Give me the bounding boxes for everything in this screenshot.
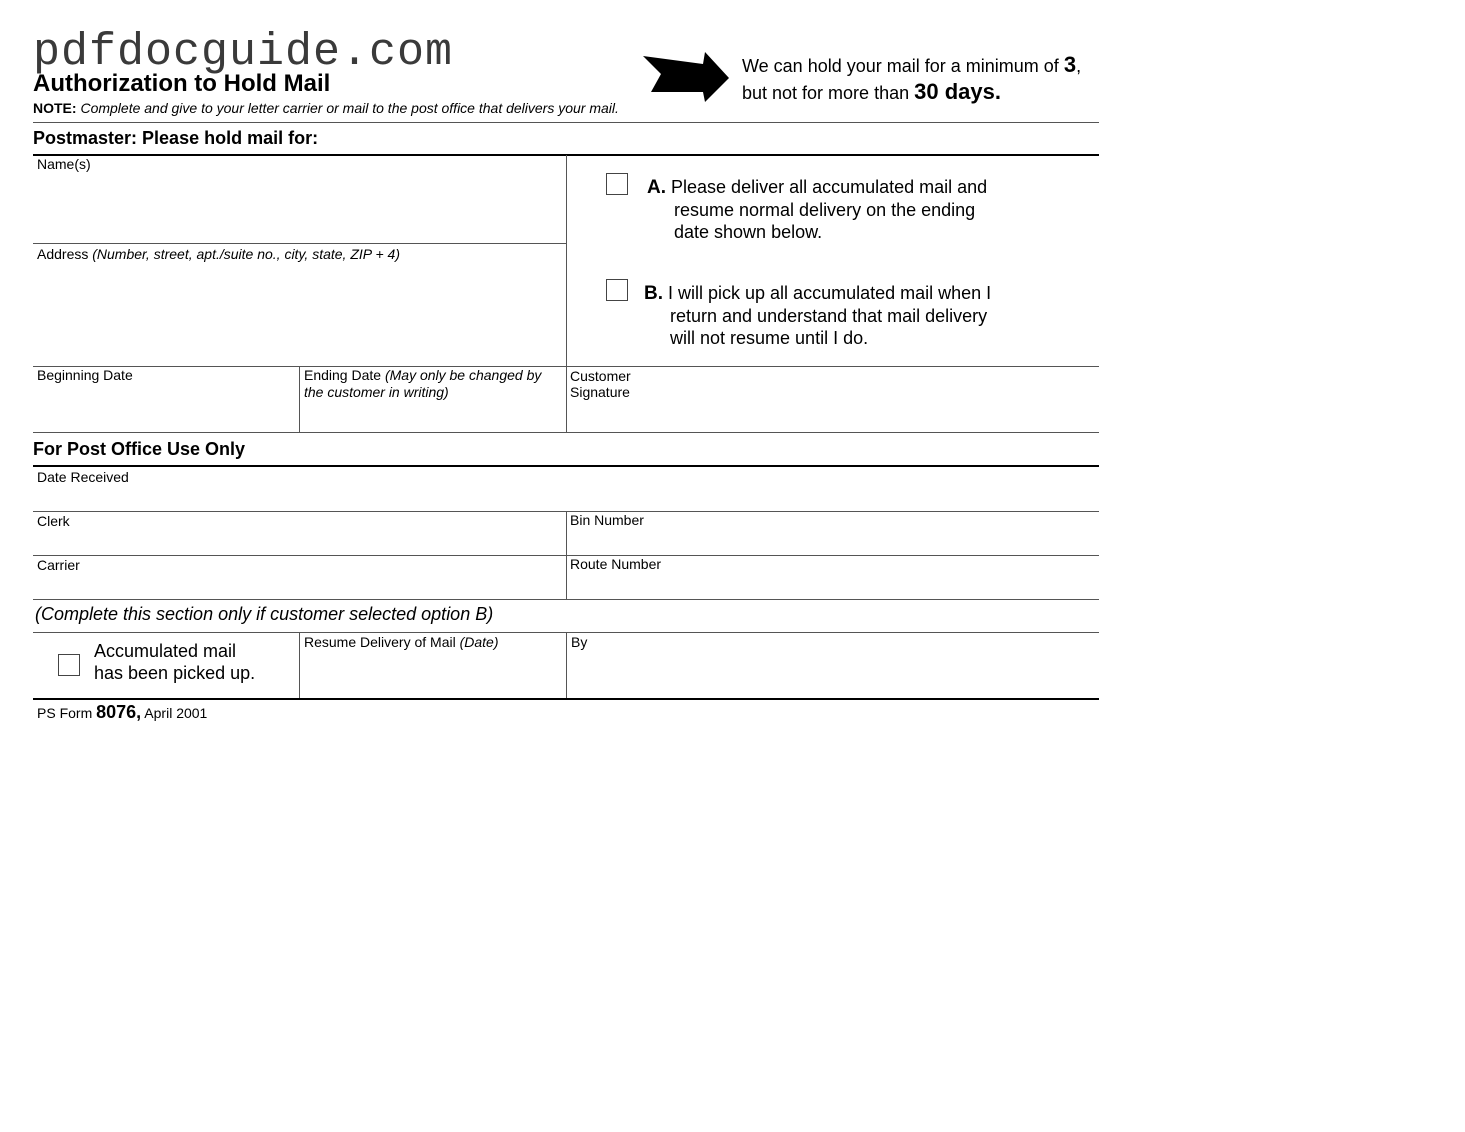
option-b-text [644, 282, 991, 349]
ending-date-label-text: Ending Date [304, 367, 382, 383]
by-field[interactable] [568, 653, 1096, 696]
names-divider [33, 243, 566, 244]
dates-divider [33, 366, 1099, 367]
form-date: April 2001 [144, 705, 208, 721]
dates-column-divider [299, 366, 300, 433]
form-footer [37, 702, 207, 723]
date-received-field[interactable] [34, 487, 1096, 509]
form-bottom-border [33, 698, 1099, 700]
carrier-label: Carrier [37, 557, 80, 573]
ending-date-hint2: the customer in writing) [304, 384, 449, 400]
address-label-text: Address [37, 246, 89, 262]
date-received-label: Date Received [37, 469, 129, 485]
form-note [33, 100, 619, 116]
picked-up-checkbox[interactable] [58, 654, 80, 676]
post-office-divider [33, 465, 1099, 467]
header-divider [33, 122, 1099, 123]
pickup-column-divider [299, 633, 300, 699]
postmaster-heading: Postmaster: Please hold mail for: [33, 128, 319, 148]
form-number: 8076, [96, 702, 142, 722]
option-a-line1: Please deliver all accumulated mail and [671, 177, 988, 197]
address-field[interactable] [34, 264, 564, 364]
bin-number-field[interactable] [568, 531, 1096, 553]
option-b-letter: B. [644, 283, 663, 304]
hold-duration-note [742, 52, 1081, 106]
signature-divider [33, 432, 1099, 433]
clerk-field[interactable] [34, 531, 564, 553]
bin-number-label: Bin Number [570, 512, 644, 528]
option-b-checkbox[interactable] [606, 279, 628, 301]
resume-delivery-label [304, 634, 499, 651]
option-a-checkbox[interactable] [606, 173, 628, 195]
post-office-heading: For Post Office Use Only [33, 439, 246, 459]
option-b-line1: I will pick up all accumulated mail when I [668, 283, 992, 303]
signature-label [570, 368, 631, 400]
ending-date-field[interactable] [301, 402, 563, 430]
signature-label-line1: Customer [570, 368, 631, 384]
hold-max-days: 30 days. [914, 79, 1001, 104]
address-label [37, 246, 400, 263]
option-b-line3: will not resume until I do. [670, 328, 869, 348]
resume-delivery-date-field[interactable] [301, 653, 563, 696]
arrow-right-icon [643, 52, 729, 104]
beginning-date-field[interactable] [34, 386, 296, 430]
resume-column-divider [566, 633, 567, 699]
ending-date-label [304, 367, 541, 401]
watermark-text: pdfdocguide.com [33, 27, 454, 78]
picked-up-text [94, 640, 255, 684]
option-b-line2: return and understand that mail delivery [670, 306, 988, 326]
option-a-text [647, 176, 987, 243]
carrier-field[interactable] [34, 575, 564, 597]
carrier-divider [33, 599, 1099, 600]
column-divider [566, 155, 567, 433]
hold-comma: , [1076, 56, 1082, 76]
note-text: Complete and give to your letter carrier or mail to the post office that delivers your mail. [80, 100, 619, 116]
route-number-field[interactable] [568, 575, 1096, 597]
resume-delivery-label-text: Resume Delivery of Mail [304, 634, 456, 650]
names-label: Name(s) [37, 156, 91, 172]
option-b-section-note: (Complete this section only if customer selected option B) [35, 604, 494, 624]
beginning-date-label: Beginning Date [37, 367, 133, 383]
note-label: NOTE: [33, 100, 77, 116]
hold-line1: We can hold your mail for a minimum of [742, 56, 1059, 76]
route-number-label: Route Number [570, 556, 662, 572]
option-a-line2: resume normal delivery on the ending [674, 200, 976, 220]
clerk-divider [33, 555, 1099, 556]
picked-up-line1: Accumulated mail [94, 641, 237, 661]
hold-line2: but not for more than [742, 83, 910, 103]
address-hint: (Number, street, apt./suite no., city, state, ZIP + 4) [92, 246, 400, 262]
resume-delivery-hint: (Date) [459, 634, 499, 650]
signature-label-line2: Signature [570, 384, 630, 400]
picked-up-line2: has been picked up. [94, 663, 256, 683]
customer-signature-field[interactable] [640, 372, 1095, 430]
clerk-label: Clerk [37, 513, 70, 529]
option-a-letter: A. [647, 177, 666, 198]
option-a-line3: date shown below. [674, 222, 823, 242]
by-label: By [571, 634, 588, 650]
form-prefix: PS Form [37, 705, 93, 721]
form-title: Authorization to Hold Mail [33, 70, 331, 97]
hold-min-days: 3 [1063, 52, 1077, 77]
names-field[interactable] [34, 173, 564, 242]
ending-date-hint1: (May only be changed by [384, 367, 542, 383]
